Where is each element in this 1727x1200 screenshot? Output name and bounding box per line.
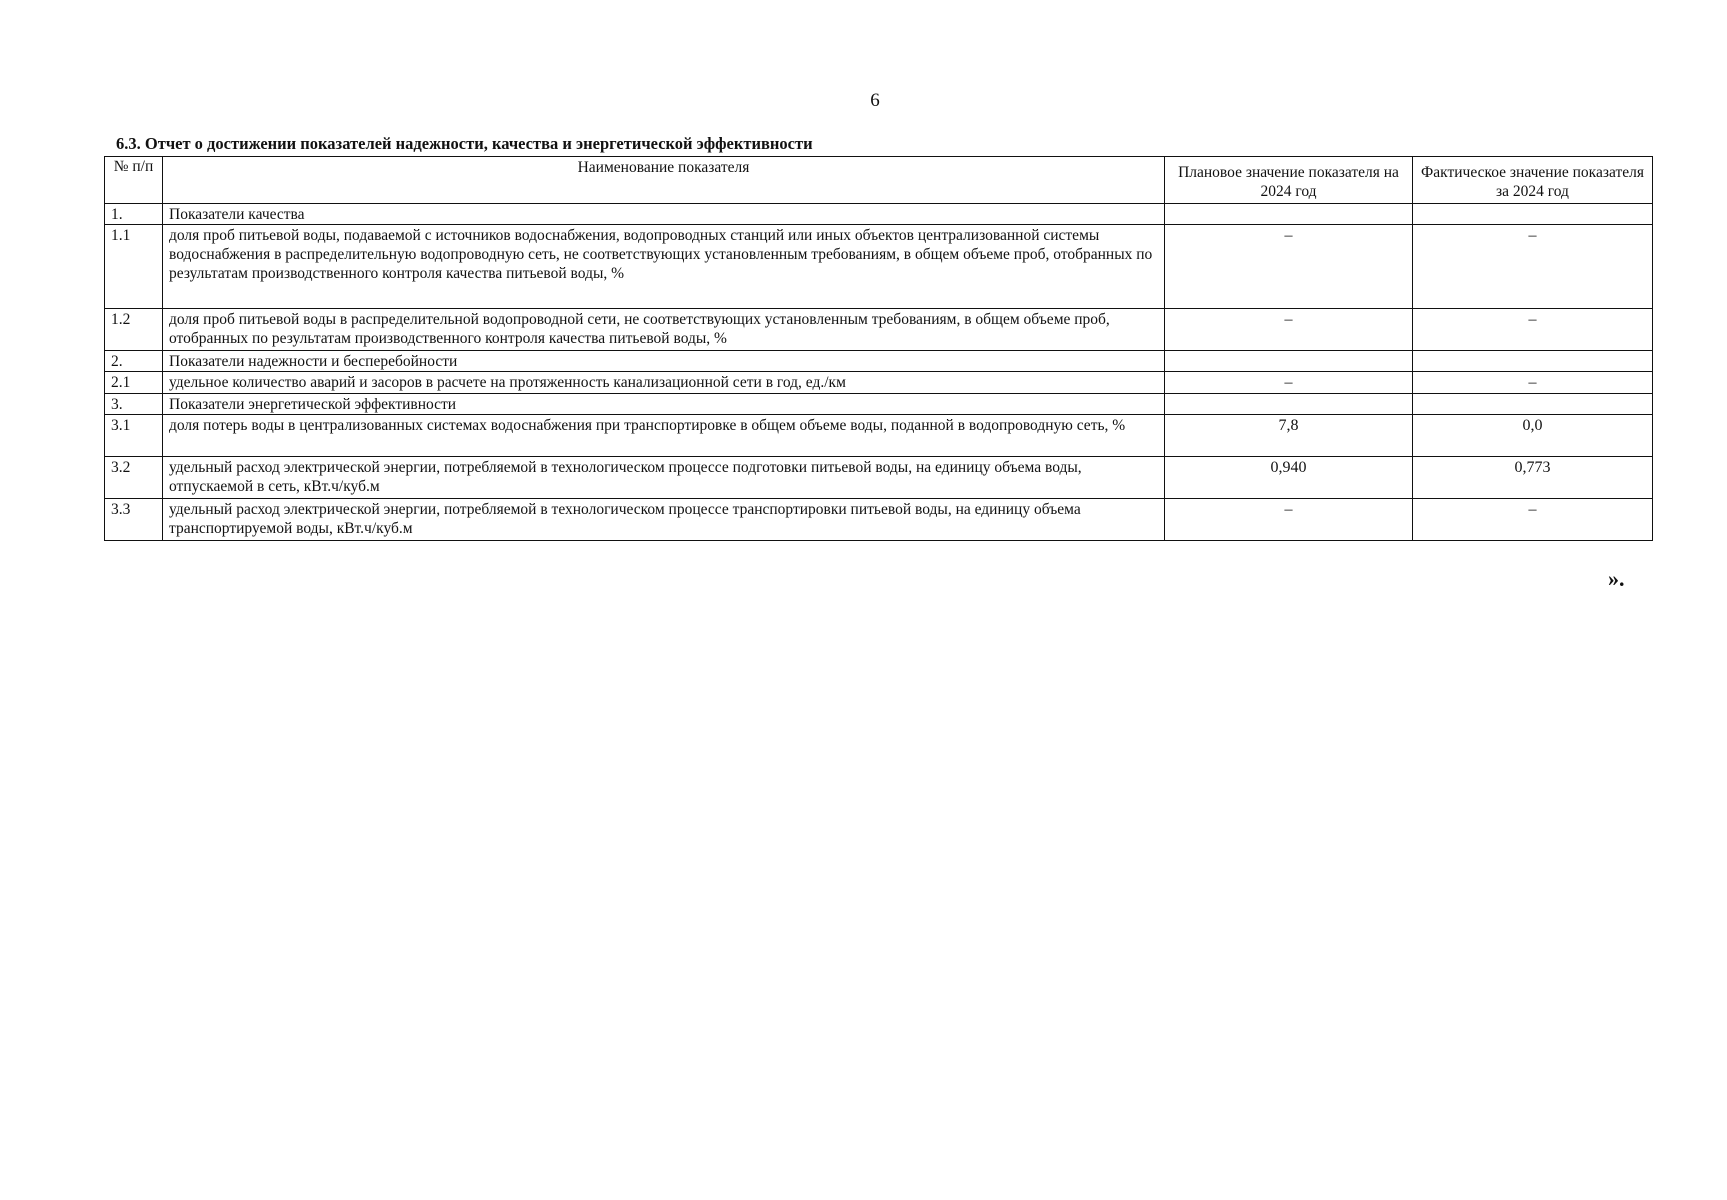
table-row bbox=[105, 415, 1653, 457]
page-number: 6 bbox=[870, 90, 880, 111]
header-fact: Фактическое значение показателя за 2024 год bbox=[1413, 157, 1653, 204]
row-name: Показатели качества bbox=[163, 204, 1165, 225]
table-row bbox=[105, 204, 1653, 225]
header-plan: Плановое значение показателя на 2024 год bbox=[1165, 157, 1413, 204]
row-plan: – bbox=[1165, 372, 1413, 394]
row-fact: – bbox=[1413, 499, 1653, 541]
row-num: 2.1 bbox=[105, 372, 163, 394]
row-name: доля проб питьевой воды в распределительной водопроводной сети, не соответствующих установленным требованиям, в общем объеме проб, отобранных по результатам производственного контроля качества питьевой воды, % bbox=[163, 309, 1165, 351]
row-num: 1.2 bbox=[105, 309, 163, 351]
row-name: удельный расход электрической энергии, потребляемой в технологическом процессе транспортировки питьевой воды, на единицу объема транспортируемой воды, кВт.ч/куб.м bbox=[163, 499, 1165, 541]
row-name: доля проб питьевой воды, подаваемой с источников водоснабжения, водопроводных станций или иных объектов централизованной системы водоснабжения в распределительную водопроводную сеть, не соответствующих установленным требованиям, в общем объеме проб, отобранных по результатам производственного контроля качества питьевой воды, % bbox=[163, 225, 1165, 309]
row-name: удельное количество аварий и засоров в расчете на протяженность канализационной сети в год, ед./км bbox=[163, 372, 1165, 394]
table-row bbox=[105, 351, 1653, 372]
row-num: 2. bbox=[105, 351, 163, 372]
closing-quote-mark: ». bbox=[1608, 566, 1625, 591]
row-plan bbox=[1165, 351, 1413, 372]
row-fact bbox=[1413, 204, 1653, 225]
indicators-table bbox=[104, 156, 1653, 541]
table-row bbox=[105, 499, 1653, 541]
row-name: Показатели надежности и бесперебойности bbox=[163, 351, 1165, 372]
row-plan: 0,940 bbox=[1165, 457, 1413, 499]
row-num: 1. bbox=[105, 204, 163, 225]
header-name: Наименование показателя bbox=[163, 157, 1165, 204]
table-row bbox=[105, 372, 1653, 394]
row-name: доля потерь воды в централизованных системах водоснабжения при транспортировке в общем объеме воды, поданной в водопроводную сеть, % bbox=[163, 415, 1165, 457]
table-header-row bbox=[105, 157, 1653, 204]
table-row bbox=[105, 457, 1653, 499]
row-plan: – bbox=[1165, 309, 1413, 351]
row-num: 1.1 bbox=[105, 225, 163, 309]
row-num: 3.3 bbox=[105, 499, 163, 541]
row-name: удельный расход электрической энергии, потребляемой в технологическом процессе подготовки питьевой воды, на единицу объема воды, отпускаемой в сеть, кВт.ч/куб.м bbox=[163, 457, 1165, 499]
table-row bbox=[105, 309, 1653, 351]
row-plan: – bbox=[1165, 499, 1413, 541]
section-title: 6.3. Отчет о достижении показателей надежности, качества и энергетической эффективности bbox=[116, 134, 813, 153]
row-fact: – bbox=[1413, 225, 1653, 309]
row-plan: 7,8 bbox=[1165, 415, 1413, 457]
header-num: № п/п bbox=[105, 157, 163, 204]
row-num: 3. bbox=[105, 394, 163, 415]
row-num: 3.2 bbox=[105, 457, 163, 499]
row-plan: – bbox=[1165, 225, 1413, 309]
table-row bbox=[105, 225, 1653, 309]
row-fact: 0,773 bbox=[1413, 457, 1653, 499]
row-fact bbox=[1413, 351, 1653, 372]
row-plan bbox=[1165, 204, 1413, 225]
row-num: 3.1 bbox=[105, 415, 163, 457]
row-fact: – bbox=[1413, 309, 1653, 351]
row-fact: – bbox=[1413, 372, 1653, 394]
row-plan bbox=[1165, 394, 1413, 415]
row-fact: 0,0 bbox=[1413, 415, 1653, 457]
table-row bbox=[105, 394, 1653, 415]
row-fact bbox=[1413, 394, 1653, 415]
row-name: Показатели энергетической эффективности bbox=[163, 394, 1165, 415]
